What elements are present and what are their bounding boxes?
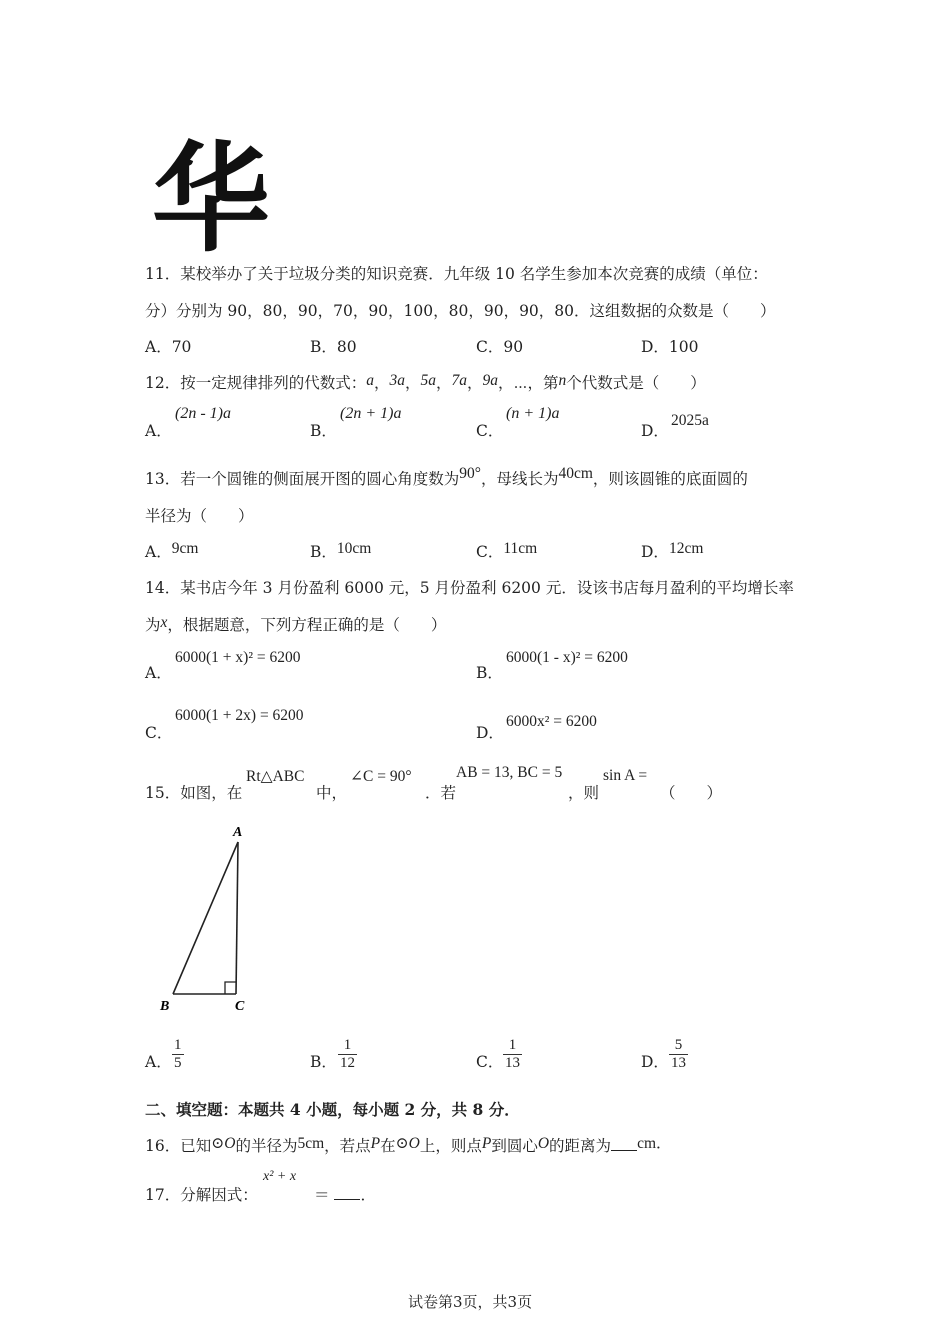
q12-suffix-b: 个代数式是（ ） — [566, 374, 706, 392]
q12-option-d-letter: D． — [641, 422, 669, 440]
q12-option-c-letter: C． — [476, 422, 504, 440]
q14-option-c-expr: 6000(1 + 2x) = 6200 — [175, 707, 304, 724]
q12-option-c-expr: (n + 1)a — [506, 405, 560, 422]
q15-option-c-letter: C． — [476, 1053, 504, 1071]
q17-answer-blank[interactable] — [334, 1184, 360, 1200]
q15-p2: 中， — [316, 784, 348, 802]
q15-e1: Rt△ABC — [246, 768, 305, 785]
q15-e4: sin A = — [603, 767, 648, 784]
q16-line: 16．已知⊙O的半径为5cm，若点P在⊙O上，则点P到圆心O的距离为 cm． — [145, 1135, 672, 1155]
q12-term-4: 7a — [451, 372, 468, 389]
q13-part2: ，母线长为 — [480, 470, 559, 488]
q14-var: x — [160, 614, 168, 631]
q15-p3: ．若 — [425, 784, 457, 802]
q15-option-d-fraction: $\frac{5}{13}$ — [671, 1037, 686, 1071]
q11-option-a: A．70 — [145, 338, 192, 356]
q16-circle: ⊙O — [211, 1135, 236, 1152]
q13-part3: ，则该圆锥的底面圆的 — [592, 470, 748, 488]
q12-term-1: a — [366, 372, 374, 389]
q13-line2: 半径为（ ） — [145, 507, 254, 525]
q14-option-a-expr: 6000(1 + x)² = 6200 — [175, 649, 301, 666]
q16-point-p: P — [370, 1135, 381, 1152]
q12-term-2: 3a — [389, 372, 405, 389]
q11-line1: 11．某校举办了关于垃圾分类的知识竞赛．九年级 10 名学生参加本次竞赛的成绩（单位： — [145, 265, 768, 283]
q16-unit: cm． — [637, 1135, 672, 1152]
q12-option-a-letter: A． — [145, 422, 172, 440]
vertex-c-label: C — [235, 999, 245, 1014]
q14-option-b-expr: 6000(1 - x)² = 6200 — [506, 649, 628, 666]
q12-option-b-expr: (2n + 1)a — [340, 405, 402, 422]
q13-angle: 90° — [459, 465, 481, 482]
q15-option-a-letter: A． — [145, 1053, 172, 1071]
q14-line2: 为x，根据题意，下列方程正确的是（ ） — [145, 614, 447, 634]
section-2-heading: 二、填空题：本题共 4 小题，每小题 2 分，共 8 分． — [145, 1100, 520, 1119]
q17-expr: x² + x — [263, 1169, 297, 1184]
q12-term-3: 5a — [420, 372, 437, 389]
q11-option-b: B．80 — [310, 338, 357, 356]
q15-p1: 15．如图，在 — [145, 784, 243, 802]
q13-option-a: A．9cm — [145, 540, 199, 561]
q13-option-d: D．12cm — [641, 540, 704, 561]
q17-answer: ＝ ． — [314, 1186, 376, 1204]
q16-answer-blank[interactable] — [611, 1135, 637, 1151]
q15-option-c-fraction: $\frac{1}{13}$ — [505, 1037, 520, 1071]
q11-option-c: C．90 — [476, 338, 524, 356]
q15-option-b-letter: B． — [310, 1053, 337, 1071]
q16-point-p-2: P — [481, 1135, 492, 1152]
q13-part1: 13．若一个圆锥的侧面展开图的圆心角度数为 — [145, 470, 460, 488]
q14-line1: 14．某书店今年 3 月份盈利 6000 元，5 月份盈利 6200 元．设该书店每月盈利的平均增长率 — [145, 579, 794, 597]
q14-option-b-letter: B． — [476, 664, 503, 682]
q16-radius: 5cm — [297, 1135, 325, 1152]
vertex-b-label: B — [160, 999, 170, 1014]
q15-p5: （ ） — [660, 784, 723, 802]
q13-option-c: C．11cm — [476, 540, 538, 561]
q13-length: 40cm — [558, 465, 593, 482]
vertex-a-label: A — [233, 825, 243, 840]
q14-option-c-letter: C． — [145, 724, 173, 742]
q13-line1 — [145, 467, 748, 489]
q12-prefix: 12．按一定规律排列的代数式： — [145, 374, 367, 392]
side-ac — [236, 842, 238, 994]
q15-option-a-fraction: $\frac{1}{5}$ — [174, 1037, 182, 1071]
q16-circle-2: ⊙O — [395, 1135, 420, 1152]
q12-term-5: 9a — [482, 372, 499, 389]
q14-option-d-letter: D． — [476, 724, 504, 742]
q17-prefix: 17．分解因式： — [145, 1186, 258, 1204]
q15-option-d-letter: D． — [641, 1053, 669, 1071]
right-angle-mark — [225, 982, 236, 994]
q12-suffix-a: ，⋯，第 — [498, 374, 559, 392]
q13-option-b: B．10cm — [310, 540, 372, 561]
q15-e3: AB = 13, BC = 5 — [456, 764, 563, 781]
q11-option-d: D．100 — [641, 338, 699, 356]
q16-center-o: O — [537, 1135, 550, 1152]
q12-option-a-expr: (2n - 1)a — [175, 405, 231, 422]
side-ab — [173, 842, 238, 994]
q11-line2: 分）分别为 90，80，90，70，90，100，80，90，90，80．这组数据的众数是（ ） — [145, 302, 776, 320]
q12-option-b-letter: B． — [310, 422, 337, 440]
q12-n: n — [558, 372, 567, 389]
q14-option-a-letter: A． — [145, 664, 172, 682]
q15-option-b-fraction: $\frac{1}{12}$ — [340, 1037, 355, 1071]
q12-option-d-expr: 2025a — [671, 412, 709, 429]
q14-option-d-expr: 6000x² = 6200 — [506, 713, 597, 730]
triangle-figure — [150, 820, 260, 1020]
q15-e2: ∠C = 90° — [350, 768, 412, 785]
q12-stem: 12．按一定规律排列的代数式：a，3a，5a，7a，9a，⋯，第n个代数式是（ ） — [145, 372, 706, 392]
q15-p4: ，则 — [568, 784, 600, 802]
header-character: 华 — [152, 130, 271, 268]
page-footer: 试卷第3页，共3页 — [408, 1293, 533, 1311]
